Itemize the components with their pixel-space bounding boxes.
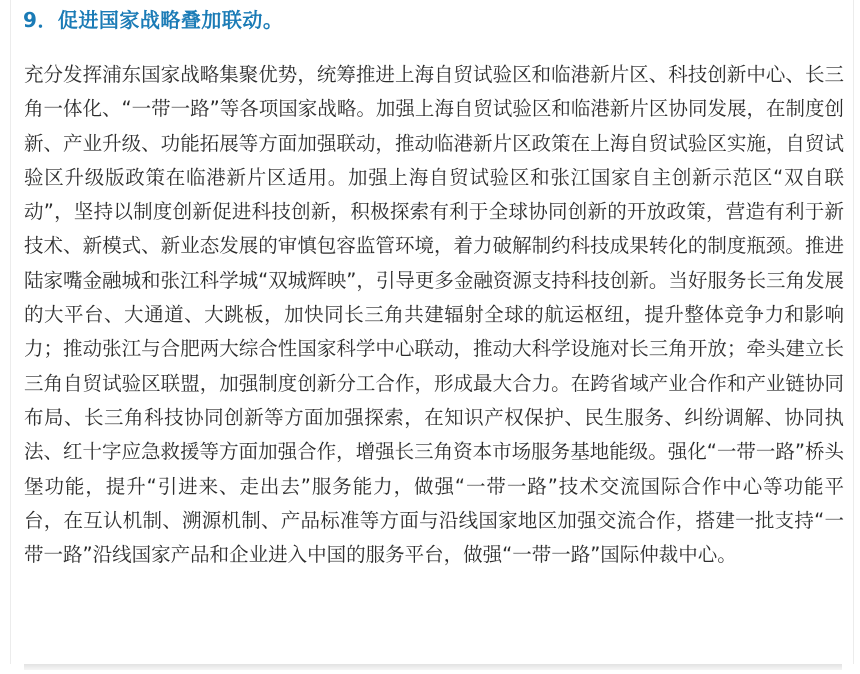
card-bottom-shadow: [24, 664, 842, 670]
section-heading: 9．促进国家战略叠加联动。: [23, 8, 284, 32]
section-paragraph: 充分发挥浦东国家战略集聚优势，统筹推进上海自贸试验区和临港新片区、科技创新中心、长三角一体化、“一带一路”等各项国家战略。加强上海自贸试验区和临港新片区协同发展，在制度创新、产业升级、功能拓展等方面加强联动，推动临港新片区政策在上海自贸试验区实施，自贸试验区升级版政策在临港新片区适用。加强上海自贸试验区和张江国家自主创新示范区“双自联动”，坚持以制度创新促进科技创新，积极探索有利于全球协同创新的开放政策，营造有利于新技术、新模式、新业态发展的审慎包容监管环境，着力破解制约科技成果转化的制度瓶颈。推进陆家嘴金融城和张江科学城“双城辉映”，引导更多金融资源支持科技创新。当好服务长三角发展的大平台、大通道、大跳板，加快同长三角共建辐射全球的航运枢纽，提升整体竞争力和影响力；推动张江与合肥两大综合性国家科学中心联动，推动大科学设施对长三角开放；牵头建立长三角自贸试验区联盟，加强制度创新分工合作，形成最大合力。在跨省域产业合作和产业链协同布局、长三角科技协同创新等方面加强探索，在知识产权保护、民生服务、纠纷调解、协同执法、红十字应急救援等方面加强合作，增强长三角资本市场服务基地能级。强化“一带一路”桥头堡功能，提升“引进来、走出去”服务能力，做强“一带一路”技术交流国际合作中心等功能平台，在互认机制、溯源机制、产品标准等方面与沿线国家地区加强交流合作，搭建一批支持“一带一路”沿线国家产品和企业进入中国的服务平台，做强“一带一路”国际仲裁中心。: [24, 63, 844, 567]
